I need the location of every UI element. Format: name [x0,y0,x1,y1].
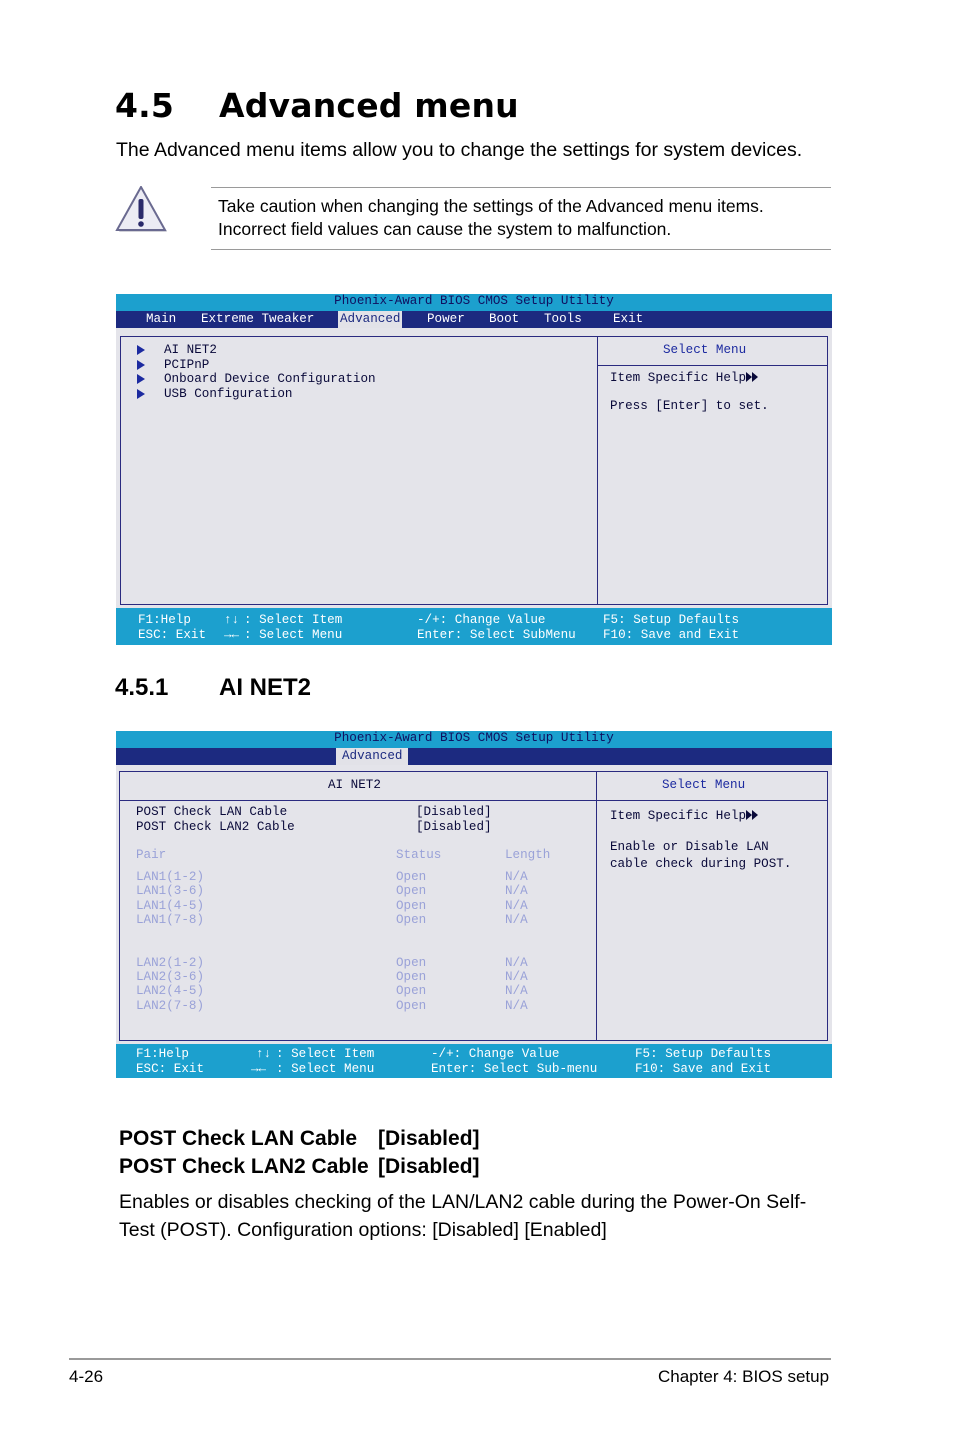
setting-post-check-lan-value[interactable]: [Disabled] [416,805,492,819]
menu-power[interactable]: Power [427,312,465,326]
arrow-keys-icon: ↑↓ [256,1047,272,1061]
column-status: Status [396,848,442,862]
help-item-specific [610,371,758,385]
key-f1-help: F1:Help [138,613,191,627]
lan2-length: N/A [505,970,528,984]
menu-advanced[interactable]: Advanced [340,312,401,326]
key-esc-exit: ESC: Exit [138,628,207,642]
note-divider-top [211,187,831,188]
key-select-item: : Select Item [244,613,343,627]
option-lan2-label: POST Check LAN2 Cable [119,1155,369,1178]
panel-title: AI NET2 [328,778,381,792]
bios-body [116,328,832,608]
help-item-specific [610,809,758,823]
option-lan-value: [Disabled] [378,1127,480,1150]
help-header: Select Menu [662,778,746,792]
option-lan-label: POST Check LAN Cable [119,1127,358,1150]
submenu-onboard-device[interactable]: Onboard Device Configuration [164,372,376,386]
submenu-usb-configuration[interactable]: USB Configuration [164,387,293,401]
option-heading-lan2 [119,1155,480,1179]
help-item-specific-label: Item Specific Help [610,371,747,385]
section-title: Advanced menu [219,86,519,125]
option-description: Enables or disables checking of the LAN/LAN2 cable during the Power-On Self-Test (POST). Configuration options: [Disabled] [Enabled] [119,1191,807,1241]
key-select-menu: : Select Menu [276,1062,375,1076]
page-number: 4-26 [69,1367,104,1386]
bios-screen-ai-net2 [116,731,832,1078]
lan2-status: Open [396,956,427,970]
setting-post-check-lan-label[interactable]: POST Check LAN Cable [136,805,288,819]
key-f1-help: F1:Help [136,1047,189,1061]
menu-advanced[interactable]: Advanced [336,748,408,765]
lan1-pair: LAN1(7-8) [136,913,205,927]
option-lan2-value: [Disabled] [378,1155,480,1178]
menu-exit[interactable]: Exit [613,312,644,326]
menu-extreme-tweaker[interactable]: Extreme Tweaker [201,312,315,326]
lan1-status: Open [396,913,427,927]
help-text-line1: Enable or Disable LAN [610,840,769,854]
triangle-right-icon [137,389,145,399]
submenu-ai-net2[interactable]: AI NET2 [164,343,217,357]
option-heading-lan [119,1127,480,1151]
footer-divider [69,1358,831,1360]
help-text-line2: cable check during POST. [610,857,792,871]
lan1-length: N/A [505,870,528,884]
bios-title: Phoenix-Award BIOS CMOS Setup Utility [116,731,832,748]
lan1-length: N/A [505,913,528,927]
lan2-length: N/A [505,984,528,998]
arrow-keys-icon: →← [251,1062,267,1076]
lan1-status: Open [396,870,427,884]
intro-text: The Advanced menu items allow you to change the settings for system devices. [116,139,803,161]
subsection-number: 4.5.1 [115,674,169,701]
column-length: Length [505,848,551,862]
bios-screen-advanced [116,294,832,645]
lan1-status: Open [396,884,427,898]
key-change-value: -/+: Change Value [417,613,546,627]
section-heading [115,86,519,125]
triangle-right-icon [137,360,145,370]
warning-triangle-icon [112,186,170,236]
lan2-length: N/A [505,956,528,970]
setting-post-check-lan2-label[interactable]: POST Check LAN2 Cable [136,820,295,834]
help-item-specific-label: Item Specific Help [610,809,747,823]
double-arrow-icon [752,810,758,820]
lan1-pair: LAN1(4-5) [136,899,205,913]
lan2-pair: LAN2(1-2) [136,956,205,970]
arrow-keys-icon: →← [224,628,240,642]
key-select-item: : Select Item [276,1047,375,1061]
caution-note: Take caution when changing the settings of the Advanced menu items. Incorrect field values can cause the system to malfunction. [218,196,764,239]
key-f10-save-exit: F10: Save and Exit [635,1062,772,1076]
bios-footer [116,1044,832,1078]
double-arrow-icon [752,372,758,382]
lan1-length: N/A [505,884,528,898]
bios-body [116,765,832,1045]
menu-boot[interactable]: Boot [489,312,520,326]
triangle-right-icon [137,374,145,384]
arrow-keys-icon: ↑↓ [224,613,240,627]
key-select-menu: : Select Menu [244,628,343,642]
subsection-title: AI NET2 [219,674,312,701]
setting-post-check-lan2-value[interactable]: [Disabled] [416,820,492,834]
key-enter-submenu: Enter: Select Sub-menu [431,1062,598,1076]
lan1-status: Open [396,899,427,913]
bios-menu-bar [116,311,832,328]
lan2-pair: LAN2(7-8) [136,999,205,1013]
lan1-length: N/A [505,899,528,913]
bios-title: Phoenix-Award BIOS CMOS Setup Utility [116,294,832,311]
subsection-heading [115,674,311,702]
key-esc-exit: ESC: Exit [136,1062,205,1076]
note-divider-bottom [211,249,831,250]
lan2-pair: LAN2(3-6) [136,970,205,984]
key-f5-defaults: F5: Setup Defaults [635,1047,772,1061]
submenu-pcipnp[interactable]: PCIPnP [164,358,210,372]
lan2-length: N/A [505,999,528,1013]
lan2-status: Open [396,970,427,984]
lan1-pair: LAN1(3-6) [136,884,205,898]
key-enter-submenu: Enter: Select SubMenu [417,628,576,642]
lan1-pair: LAN1(1-2) [136,870,205,884]
menu-tools[interactable]: Tools [544,312,582,326]
lan2-pair: LAN2(4-5) [136,984,205,998]
triangle-right-icon [137,345,145,355]
key-f10-save-exit: F10: Save and Exit [603,628,740,642]
menu-main[interactable]: Main [146,312,177,326]
bios-footer [116,608,832,645]
key-change-value: -/+: Change Value [431,1047,560,1061]
key-f5-defaults: F5: Setup Defaults [603,613,740,627]
bios-menu-bar [116,748,832,765]
help-text: Press [Enter] to set. [610,399,769,413]
help-header: Select Menu [663,343,747,357]
section-number: 4.5 [115,86,175,125]
column-pair: Pair [136,848,167,862]
lan2-status: Open [396,984,427,998]
lan2-status: Open [396,999,427,1013]
chapter-label: Chapter 4: BIOS setup [658,1367,830,1386]
